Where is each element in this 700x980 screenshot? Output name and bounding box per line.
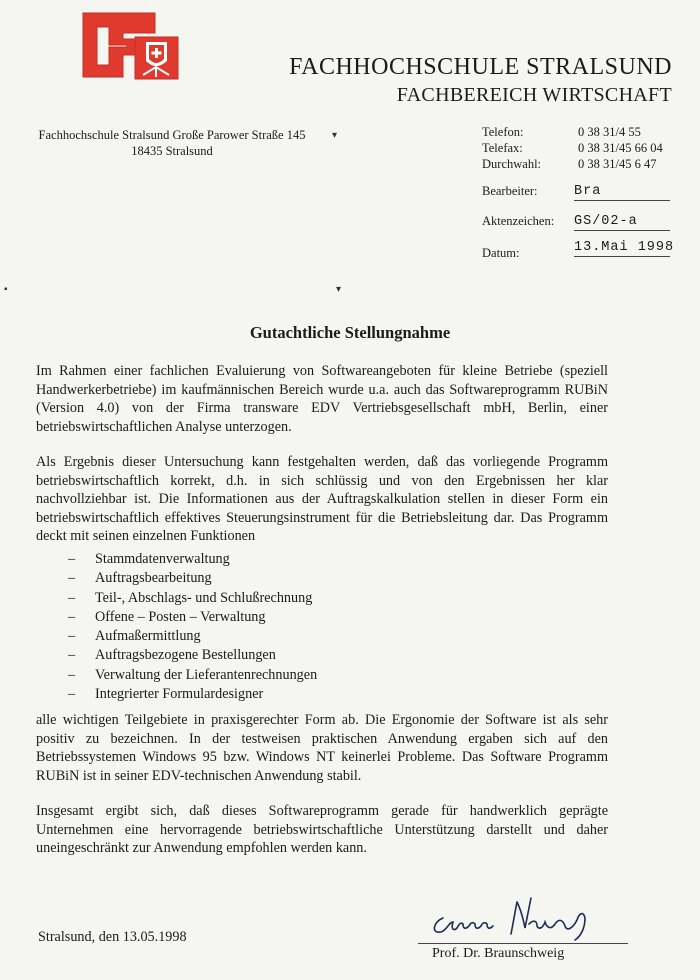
list-item-text: Stammdatenverwaltung xyxy=(95,551,230,567)
department-name: FACHBEREICH WIRTSCHAFT xyxy=(396,84,672,106)
clerk-value: Bra xyxy=(574,184,670,201)
signature-line xyxy=(418,943,628,944)
list-item xyxy=(68,589,317,608)
phone-value: 0 38 31/4 55 xyxy=(578,125,641,139)
list-item xyxy=(68,550,317,569)
list-dash-icon: – xyxy=(68,628,76,645)
paragraph-4: Insgesamt ergibt sich, daß dieses Softwareprogramm gerade für handwerklich geprägte Unternehmen eine hervorragende betriebswirtschaftliche Unterstützung darstellt und daher uneingeschränkt zur Anwendung empfohlen werden kann. xyxy=(36,803,608,856)
list-item-text: Integrierter Formulardesigner xyxy=(95,686,264,703)
list-dash-icon: – xyxy=(68,608,76,625)
direct-value: 0 38 31/45 6 47 xyxy=(578,157,657,171)
sender-line-2: 18435 Stralsund xyxy=(131,144,213,158)
list-item-text: Verwaltung der Lieferantenrechnungen xyxy=(95,666,318,683)
sender-line-1: Fachhochschule Stralsund Große Parower Straße 145 xyxy=(38,128,306,142)
list-item xyxy=(68,608,317,627)
list-item-text: Teil-, Abschlags- und Schlußrechnung xyxy=(95,589,313,606)
direct-label: Durchwahl: xyxy=(482,157,542,171)
reference-label: Aktenzeichen: xyxy=(482,214,555,228)
date-label: Datum: xyxy=(482,246,520,260)
list-item xyxy=(68,666,317,685)
paragraph-3: alle wichtigen Teilgebiete in praxisgerechter Form ab. Die Ergonomie der Software ist als sehr positiv zu bezeichnen. In der testweisen praktischen Anwendung ergaben sich auf den Betriebssystemen Windows 95 bzw. Windows NT keinerlei Probleme. Das Software Programm RUBiN ist in seiner EDV-technischen Anwendung stabil. xyxy=(36,712,608,784)
list-item xyxy=(68,646,317,665)
list-item-text: Aufmaßermittlung xyxy=(95,628,201,645)
list-item-text: Auftragsbearbeitung xyxy=(95,570,212,587)
fold-mark-icon: ▪ xyxy=(4,284,8,295)
clerk-label: Bearbeiter: xyxy=(482,184,538,198)
fax-row xyxy=(482,140,663,156)
document-title: Gutachtliche Stellungnahme xyxy=(249,323,451,342)
reference-value: GS/02-a xyxy=(574,214,670,231)
handwritten-signature xyxy=(425,888,615,944)
fax-value: 0 38 31/45 66 04 xyxy=(578,141,663,155)
list-dash-icon: – xyxy=(68,589,76,606)
list-dash-icon: – xyxy=(68,551,76,567)
list-dash-icon: – xyxy=(68,570,76,587)
fold-mark-icon: ▾ xyxy=(332,130,338,141)
list-item-text: Auftragsbezogene Bestellungen xyxy=(95,647,276,664)
list-dash-icon: – xyxy=(68,647,76,664)
list-item xyxy=(68,569,317,588)
list-dash-icon: – xyxy=(68,666,76,683)
list-item-text: Offene – Posten – Verwaltung xyxy=(95,608,266,625)
signer-name: Prof. Dr. Braunschweig xyxy=(432,946,565,961)
contact-block xyxy=(482,124,663,172)
function-list xyxy=(68,550,317,704)
list-dash-icon: – xyxy=(68,686,76,703)
direct-row xyxy=(482,156,663,172)
fax-label: Telefax: xyxy=(482,141,523,155)
list-item xyxy=(68,685,317,704)
phone-row xyxy=(482,124,663,140)
date-value: 13.Mai 1998 xyxy=(574,240,675,255)
place-and-date: Stralsund, den 13.05.1998 xyxy=(38,929,187,945)
sender-address xyxy=(22,127,322,159)
paragraph-2: Als Ergebnis dieser Untersuchung kann festgehalten werden, daß das vorliegende Programm betriebswirtschaftlich korrekt, d.h. in sich schlüssig und von den Ergebnissen her klar nachvollziehbar ist. Die Informationen aus der Auftragskalkulation stellen in dieser Form ein betriebswirtschaftlich effektives Steuerungsinstrument für die Betriebsleitung dar. Das Programm deckt mit seinen einzelnen Funktionen xyxy=(36,454,608,544)
paragraph-1: Im Rahmen einer fachlichen Evaluierung von Softwareangeboten für kleine Betriebe (speziell Handwerkerbetriebe) im kaufmännischen Bereich wurde u.a. auch das Softwareprogramm RUBiN (Version 4.0) von der Firma transware EDV Vertriebsgesellschaft mbH, Berlin, einer betriebswirtschaftlichen Analyse unterzogen. xyxy=(36,363,608,435)
institution-name: FACHHOCHSCHULE STRALSUND xyxy=(289,54,672,80)
fh-stralsund-logo xyxy=(79,9,181,81)
fold-mark-icon: ▾ xyxy=(336,284,342,295)
phone-label: Telefon: xyxy=(482,125,524,139)
list-item xyxy=(68,627,317,646)
